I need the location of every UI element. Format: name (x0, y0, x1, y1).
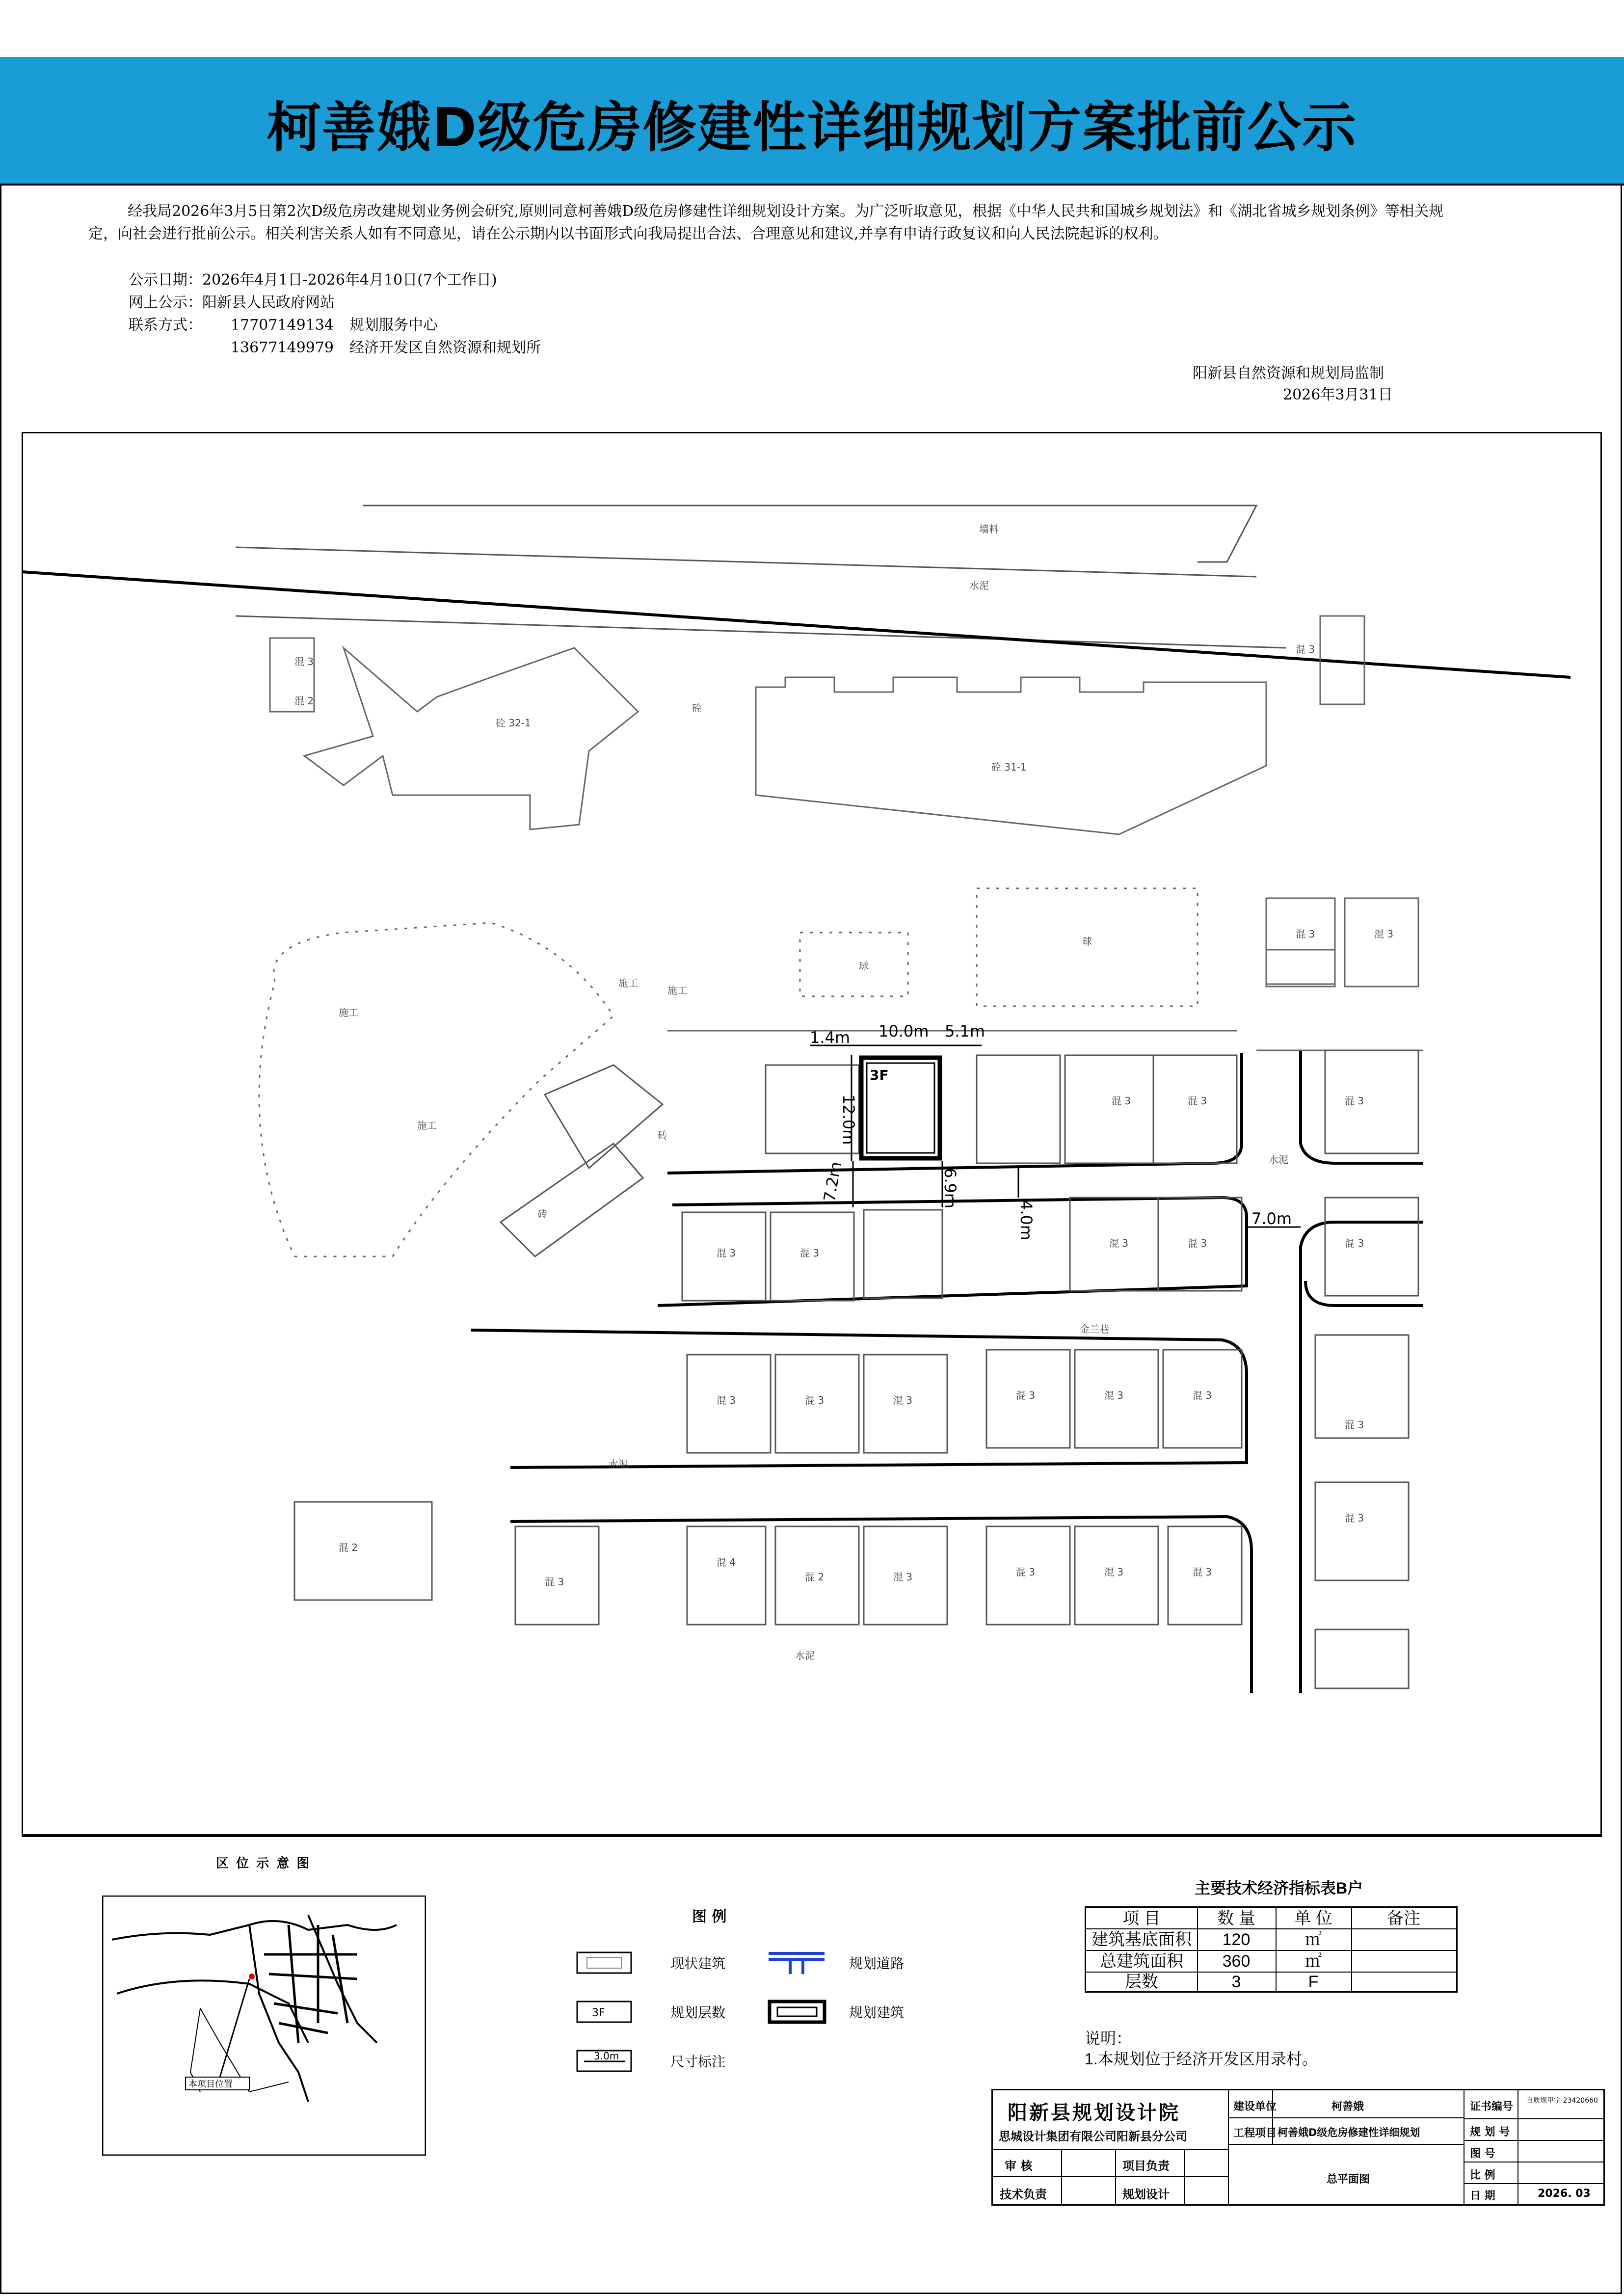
label-house-r2d: 混 3 (1188, 1237, 1207, 1249)
label-road-right: 水泥 (1269, 1154, 1288, 1166)
page-title: 柯善娥D级危房修建性详细规划方案批前公示 (266, 96, 1358, 159)
label-house-r2c: 混 3 (1109, 1237, 1129, 1249)
label-ball-2: 球 (1082, 935, 1092, 947)
dim-label-5: 7.2m (820, 1160, 846, 1203)
label-house-right4: 混 3 (1345, 1237, 1364, 1249)
label-house-e1: 混 3 (1296, 928, 1315, 940)
table-cell: 360 (1222, 1952, 1251, 1971)
notice-website: 网上公示：阳新县人民政府网站 (129, 294, 335, 311)
house-r1-2 (977, 1055, 1060, 1163)
boundary-line (22, 572, 1571, 677)
legend-dim-label: 尺寸标注 (670, 2054, 726, 2070)
tb-company: 思城设计集团有限公司阳新县分公司 (999, 2130, 1187, 2143)
tb-designer: 规划设计 (1122, 2188, 1170, 2201)
road-line-1 (667, 1053, 1242, 1173)
label-road-top: 水泥 (969, 580, 989, 591)
label-construction-3: 施工 (339, 1007, 358, 1018)
legend-floors-sample: 3F (592, 2007, 605, 2019)
table-header: 单 位 (1294, 1909, 1332, 1928)
label-house-r3f: 混 3 (1193, 1389, 1212, 1401)
label-house-r1b: 混 3 (1188, 1095, 1207, 1107)
label-house-r3c: 混 3 (893, 1394, 913, 1406)
tb-tech-lead: 技术负责 (1000, 2188, 1047, 2201)
house-r4-9 (1315, 1629, 1409, 1688)
table-cell: 3 (1231, 1973, 1241, 1991)
table-cell: 120 (1222, 1930, 1251, 1949)
street-edge-2 (236, 547, 1256, 577)
label-house-right2: 混 3 (1345, 1512, 1364, 1524)
building-a-outline (304, 648, 638, 829)
table-header: 备注 (1387, 1909, 1420, 1928)
house-r4-2 (687, 1526, 766, 1625)
label-house-r4d: 混 3 (893, 1571, 913, 1583)
tb-institute: 阳新县规划设计院 (1008, 2102, 1180, 2124)
dim-label-8: 7.0m (1251, 1209, 1292, 1228)
label-house-right3: 混 3 (1345, 1095, 1364, 1107)
label-house-r2: 混 3 (717, 1247, 736, 1259)
label-road-mid: 水泥 (609, 1458, 628, 1470)
legend-floors-label: 规划层数 (670, 2004, 726, 2021)
building-slant-2 (501, 1144, 643, 1256)
contact-phone-1: 17707149134 (231, 317, 334, 334)
label-house-r4c: 混 2 (805, 1571, 825, 1583)
tb-project-lead: 项目负责 (1122, 2159, 1170, 2173)
tb-drawing: 总平面图 (1327, 2173, 1370, 2186)
label-road-bottom: 水泥 (795, 1650, 815, 1661)
label-house-r3: 混 3 (717, 1394, 736, 1406)
tb-cert: 自质规甲字 23420660 (1526, 2097, 1598, 2105)
label-house-r4b: 混 4 (717, 1556, 736, 1568)
dim-label-7: 4.0m (1017, 1200, 1036, 1241)
table-header: 数 量 (1217, 1909, 1255, 1928)
label-house-right: 混 3 (1345, 1419, 1364, 1431)
construction-area-outline (259, 923, 613, 1256)
contact-phone-2: 13677149979 (231, 339, 334, 356)
house-r1-3 (1065, 1055, 1153, 1163)
label-house-r4e: 混 3 (1016, 1566, 1036, 1578)
tb-project-label: 工程项目 (1233, 2127, 1277, 2139)
notes-item-1: 1.本规划位于经济开发区用录村。 (1085, 2050, 1318, 2068)
label-construction-4: 施工 (417, 1120, 437, 1131)
issue-date: 2026年3月31日 (1283, 386, 1393, 403)
house-r2-6 (1325, 1198, 1418, 1296)
dim-label-1: 1.4m (810, 1028, 851, 1047)
tb-client: 柯善娥 (1331, 2101, 1364, 2113)
road-line-6 (1301, 1222, 1423, 1693)
label-house-left: 混 2 (339, 1542, 358, 1553)
table-header: 项 目 (1122, 1909, 1161, 1928)
notice-date: 公示日期：2026年4月1日-2026年4月10日(7个工作日) (129, 271, 497, 289)
label-construction-1: 施工 (618, 977, 638, 989)
indicator-table-title: 主要技术经济指标表B户 (1195, 1879, 1363, 1897)
house-e2 (1345, 898, 1418, 987)
street-edge-top (363, 506, 1256, 562)
court-1 (800, 933, 908, 996)
dim-label-4: 12.0m (839, 1095, 858, 1145)
court-2 (977, 888, 1198, 1006)
label-construction-2: 施工 (667, 985, 687, 996)
legend-title: 图 例 (692, 1908, 727, 1925)
label-house-r3b: 混 3 (805, 1394, 825, 1406)
tb-review: 审 核 (1005, 2159, 1033, 2173)
location-map-title: 区 位 示 意 图 (216, 1856, 311, 1871)
label-house-r1: 混 3 (1112, 1095, 1131, 1107)
notes-title: 说明： (1085, 2029, 1132, 2047)
legend-road-swatch (769, 1953, 825, 1974)
house-r2-3 (864, 1210, 942, 1298)
contact-org-1: 规划服务中心 (349, 317, 438, 334)
title-block (991, 2089, 1605, 2206)
label-house-e2: 混 3 (1374, 928, 1394, 940)
label-brick-1: 砖 (658, 1129, 667, 1141)
notice-body: 经我局2026年3月5日第2次D级危房改建规划业务例会研究,原则同意柯善娥D级危房修建性详细规划设计方案。为广泛听取意见，根据《中华人民共和国城乡规划法》和《湖北省城乡规划条例》等相关规定，向社会进行批前公示。相关利害关系人如有不同意见，请在公示期内以书面形式向我局提出合法、合理意见和建议,并享有申请行政复议和向人民法院起诉的权利。 (88, 203, 1444, 242)
label-ball-1: 球 (859, 960, 869, 972)
house-e3 (1266, 950, 1335, 984)
label-slope: 砼 (692, 702, 702, 714)
label-house-tl2: 混 2 (294, 695, 314, 707)
road-line-7 (1305, 1281, 1423, 1306)
planned-floors-label: 3F (870, 1067, 889, 1083)
tb-scale: 比 例 (1470, 2169, 1495, 2182)
house-r1-4 (1153, 1055, 1237, 1163)
label-brick-2: 砖 (537, 1208, 547, 1220)
legend (574, 1944, 967, 2091)
label-house-r4: 混 3 (545, 1576, 564, 1588)
table-cell: F (1308, 1973, 1319, 1991)
house-left-1 (294, 1502, 432, 1600)
label-house-r2b: 混 3 (800, 1247, 820, 1259)
legend-dim-sample: 3.0m (594, 2050, 619, 2062)
tb-client-label: 建设单位 (1233, 2101, 1277, 2113)
table-cell: 总建筑面积 (1100, 1952, 1183, 1971)
location-map (102, 1896, 426, 2156)
legend-road-label: 规划道路 (849, 1955, 905, 1972)
label-house-tr: 混 3 (1296, 643, 1315, 655)
tb-fig-no: 图 号 (1470, 2148, 1495, 2160)
table-cell: 层数 (1125, 1973, 1158, 1991)
road-line-5 (1301, 1050, 1423, 1163)
indicator-table (1085, 1906, 1458, 1993)
label-building-a: 砼 32-1 (496, 717, 531, 729)
house-e1 (1266, 898, 1335, 987)
label-street-top: 墙料 (979, 523, 999, 535)
tb-plan-no: 规 划 号 (1470, 2126, 1510, 2138)
table-cell: ㎡ (1305, 1930, 1322, 1949)
project-location-dot (249, 1974, 255, 1979)
issuer: 阳新县自然资源和规划局监制 (1193, 365, 1384, 382)
table-cell: ㎡ (1305, 1952, 1322, 1971)
label-house-r3d: 混 3 (1016, 1389, 1036, 1401)
project-location-label: 本项目位置 (188, 2079, 233, 2089)
road-line-4 (510, 1517, 1251, 1693)
dim-label-3: 5.1m (945, 1022, 985, 1041)
legend-existing-label: 现状建筑 (670, 1955, 726, 1972)
building-b-outline (756, 677, 1266, 834)
label-house-r3e: 混 3 (1104, 1389, 1124, 1401)
contact-label: 联系方式： (129, 317, 202, 334)
tb-cert-label: 证书编号 (1470, 2101, 1514, 2113)
label-house-r4f: 混 3 (1104, 1566, 1124, 1578)
contact-org-2: 经济开发区自然资源和规划所 (349, 339, 541, 356)
legend-existing-swatch (577, 1952, 631, 1973)
dim-label-6: 6.9m (941, 1168, 959, 1209)
label-street-gold: 金兰巷 (1080, 1323, 1109, 1335)
label-house-r4g: 混 3 (1193, 1566, 1212, 1578)
house-r4-1 (515, 1526, 599, 1625)
table-cell: 建筑基底面积 (1092, 1930, 1192, 1949)
tb-date-label: 日 期 (1470, 2190, 1495, 2202)
house-r4-8 (1315, 1482, 1409, 1580)
dim-label-2: 10.0m (879, 1022, 929, 1041)
building-slant-1 (545, 1065, 663, 1168)
tb-project: 柯善娥D级危房修建性详细规划 (1278, 2127, 1420, 2138)
tb-date: 2026. 03 (1538, 2188, 1591, 2200)
label-house-tl: 混 3 (294, 656, 314, 667)
label-building-b: 砼 31-1 (991, 761, 1027, 773)
legend-planned-label: 规划建筑 (849, 2004, 905, 2021)
house-r1-5 (1325, 1050, 1418, 1153)
